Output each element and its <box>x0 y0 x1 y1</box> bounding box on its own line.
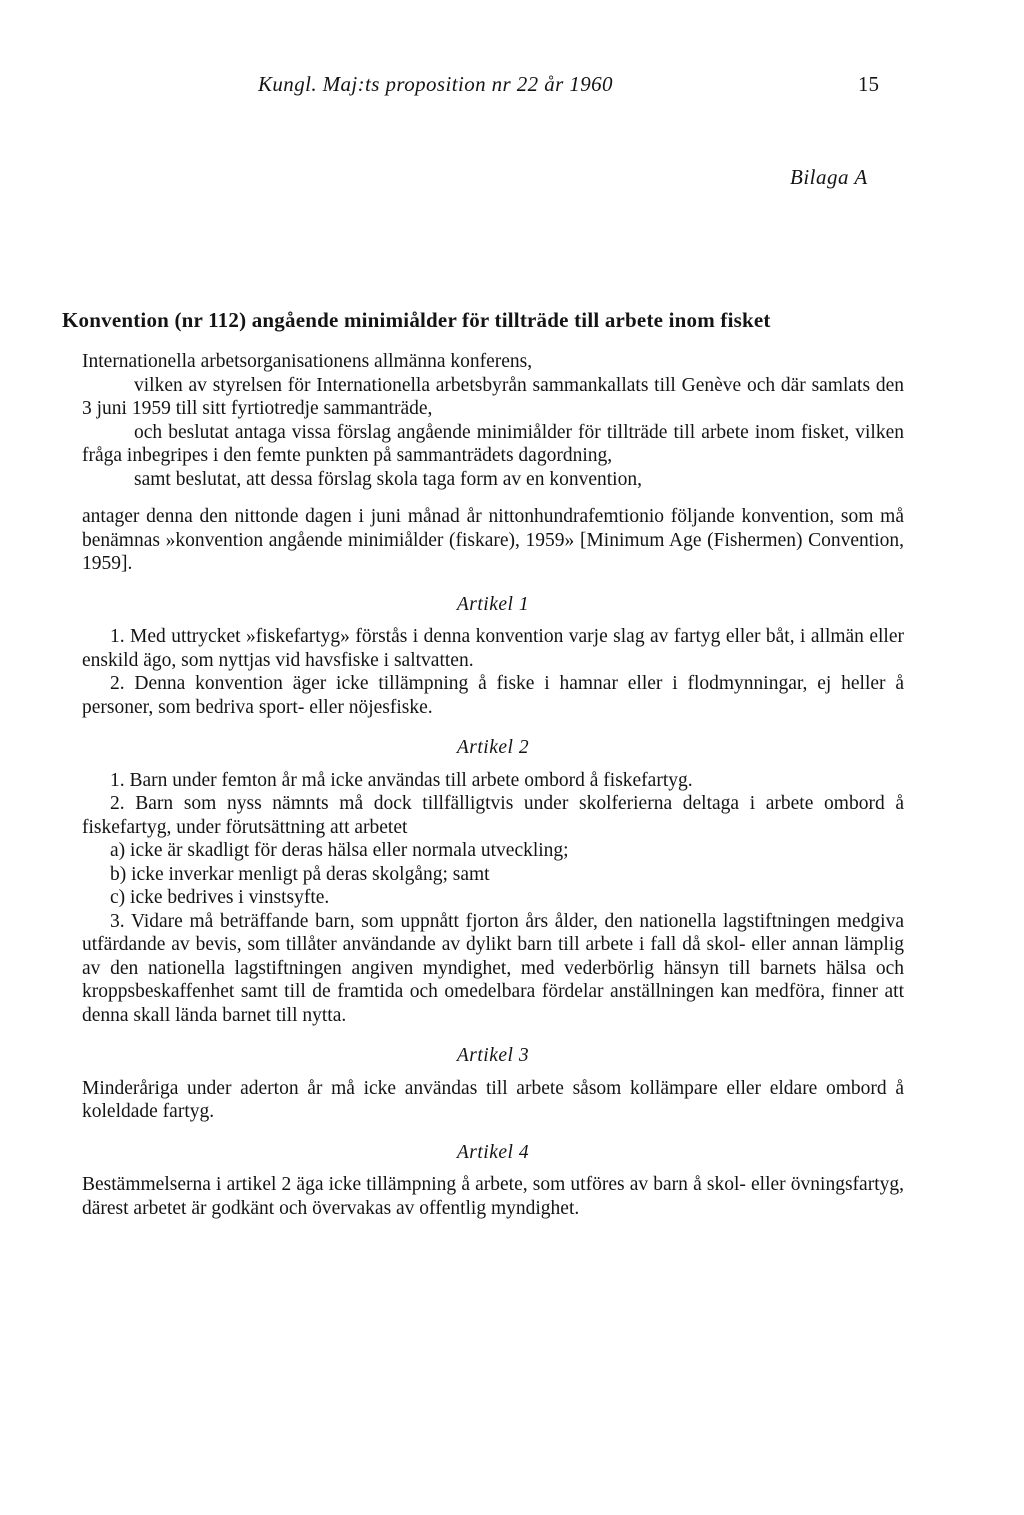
document-body <box>82 350 904 1220</box>
publication-title: Kungl. Maj:ts proposition nr 22 år 1960 <box>258 72 613 96</box>
preamble-adopts: antager denna den nittonde dagen i juni månad år nittonhundrafemtionio följande konvention, som må benämnas »konvention angående minimiålder (fiskare), 1959» [Minimum Age (Fishermen) Convention, 1959]. <box>82 506 904 574</box>
article-heading: Artikel 3 <box>456 1045 530 1066</box>
preamble-determined: samt beslutat, att dessa förslag skola taga form av en konvention, <box>134 468 642 490</box>
preamble-convened: vilken av styrelsen för Internationella arbetsbyrån sammankallats till Genève och där samlats den 3 juni 1959 till sitt fyrtiotredje sammanträde, <box>82 374 904 419</box>
article-heading: Artikel 2 <box>456 737 530 758</box>
article-paragraph: 2. Denna konvention äger icke tillämpning å fiske i hamnar eller i flodmynningar, ej heller å personer, som bedriva sport- eller nöjesfiske. <box>82 673 904 718</box>
convention-title: Konvention (nr 112) angående minimiålder för tillträde till arbete inom fisket <box>62 308 771 332</box>
preamble-intro: Internationella arbetsorganisationens allmänna konferens, <box>82 351 533 372</box>
article-heading: Artikel 4 <box>456 1141 530 1163</box>
article-paragraph: 3. Vidare må beträffande barn, som uppnått fjorton års ålder, den nationella lagstiftningen medgiva utfärdande av bevis, som tillåter användande av dylikt barn till arbete i fall då skol- eller annan lämplig av den nationella lagstiftningen angiven myndighet, med vederbörlig hänsyn till barnets hälsa och kroppsbeskaffenhet samt till de framtida och omedelbara fördelar anställningen kan medföra, finner att denna skall lända barnet till nytta. <box>82 910 904 1026</box>
article-heading: Artikel 1 <box>456 593 530 615</box>
condition-item: a) icke är skadligt för deras hälsa eller normala utveckling; <box>110 840 569 861</box>
condition-item: b) icke inverkar menligt på deras skolgång; samt <box>110 863 490 885</box>
running-header <box>0 72 1024 102</box>
article-paragraph: 2. Barn som nyss nämnts må dock tillfälligtvis under skolferierna deltaga i arbete ombord å fiskefartyg, under förutsättning att arbetet <box>82 793 904 838</box>
article-paragraph: 1. Barn under femton år må icke användas till arbete ombord å fiskefartyg. <box>110 769 693 791</box>
article-paragraph: Minderåriga under aderton år må icke användas till arbete såsom kollämpare eller eldare ombord å koleldade fartyg. <box>82 1077 904 1122</box>
condition-item: c) icke bedrives i vinstsyfte. <box>110 887 330 908</box>
appendix-label: Bilaga A <box>790 165 868 189</box>
preamble-decided: och beslutat antaga vissa förslag angående minimiålder för tillträde till arbete inom fisket, vilken fråga inbegripes i den femte punkten på sammanträdets dagordning, <box>82 421 904 466</box>
article-paragraph: 1. Med uttrycket »fiskefartyg» förstås i denna konvention varje slag av fartyg eller båt, i allmän eller enskild ägo, som nyttjas vid havsfiske i saltvatten. <box>82 626 904 671</box>
page-number: 15 <box>858 72 879 96</box>
article-paragraph: Bestämmelserna i artikel 2 äga icke tillämpning å arbete, som utföres av barn å skol- eller övningsfartyg, därest arbetet är godkänt och övervakas av offentlig myndighet. <box>82 1174 904 1219</box>
